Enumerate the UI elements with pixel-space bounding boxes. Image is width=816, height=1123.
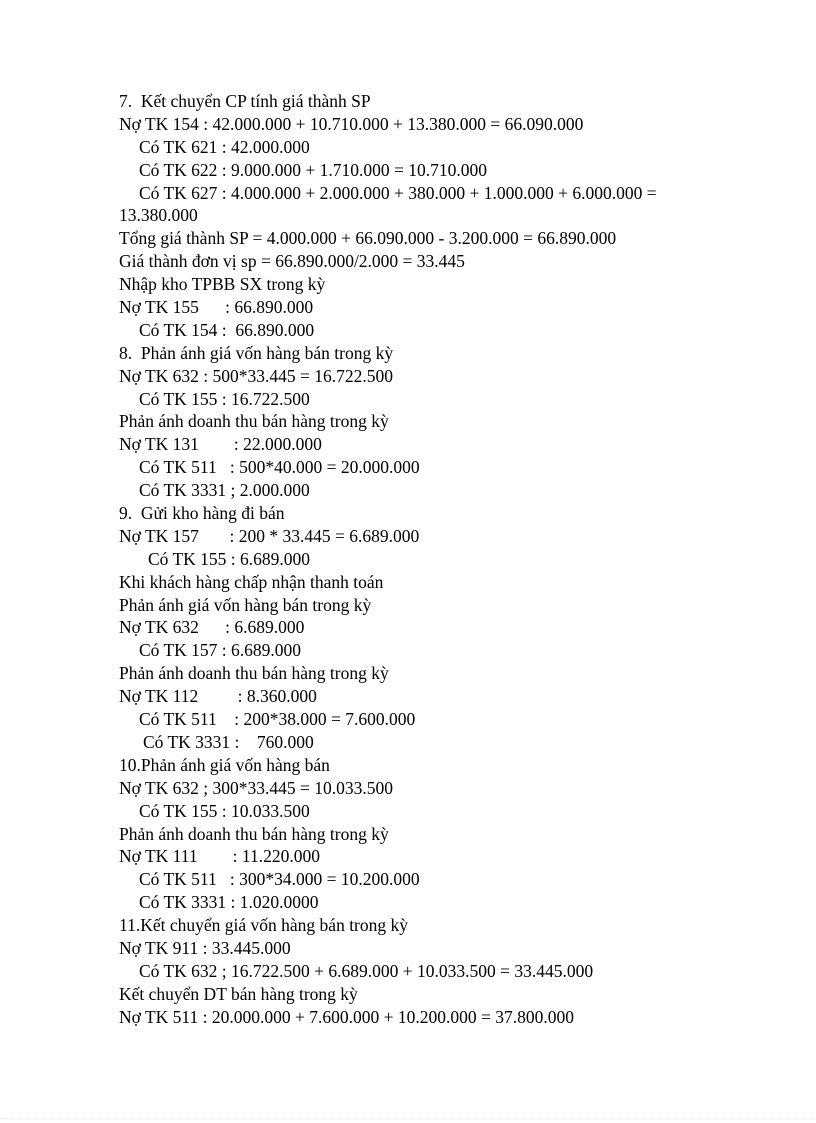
document-body xyxy=(119,90,779,1029)
text-line: Nợ TK 131 : 22.000.000 xyxy=(119,434,322,455)
text-line: Có TK 155 : 10.033.500 xyxy=(139,800,310,821)
text-line: Có TK 3331 : 1.020.0000 xyxy=(139,892,319,913)
text-line: Phản ánh doanh thu bán hàng trong kỳ xyxy=(119,823,389,844)
text-line: Nợ TK 157 : 200 * 33.445 = 6.689.000 xyxy=(119,525,420,546)
text-line: 9. Gửi kho hàng đi bán xyxy=(119,503,285,524)
text-line: Có TK 632 ; 16.722.500 + 6.689.000 + 10.033.500 = 33.445.000 xyxy=(139,960,594,981)
page-bottom-divider xyxy=(0,1118,816,1119)
text-line: Nợ TK 111 : 11.220.000 xyxy=(119,846,320,867)
text-line: Phản ánh giá vốn hàng bán trong kỳ xyxy=(119,594,372,615)
text-line: 7. Kết chuyển CP tính giá thành SP xyxy=(119,91,371,111)
text-line: Có TK 155 : 6.689.000 xyxy=(148,548,311,569)
text-line: Có TK 627 : 4.000.000 + 2.000.000 + 380.000 + 1.000.000 + 6.000.000 = xyxy=(139,182,657,203)
text-line: Phản ánh doanh thu bán hàng trong kỳ xyxy=(119,663,389,684)
text-line: 13.380.000 xyxy=(119,205,198,226)
text-line: Có TK 621 : 42.000.000 xyxy=(139,136,310,157)
text-line: Có TK 3331 : 760.000 xyxy=(143,731,314,752)
text-line: 8. Phản ánh giá vốn hàng bán trong kỳ xyxy=(119,342,394,363)
text-line: Nhập kho TPBB SX trong kỳ xyxy=(119,274,326,295)
text-line: 11.Kết chuyển giá vốn hàng bán trong kỳ xyxy=(119,915,409,936)
text-line: Có TK 511 : 200*38.000 = 7.600.000 xyxy=(139,709,416,730)
text-line: Nợ TK 155 : 66.890.000 xyxy=(119,297,314,318)
text-line: Tổng giá thành SP = 4.000.000 + 66.090.000 - 3.200.000 = 66.890.000 xyxy=(119,228,617,249)
text-line: Khi khách hàng chấp nhận thanh toán xyxy=(119,571,384,592)
text-line: Nợ TK 112 : 8.360.000 xyxy=(119,686,317,707)
text-line: Kết chuyển DT bán hàng trong kỳ xyxy=(119,983,358,1004)
text-line: Giá thành đơn vị sp = 66.890.000/2.000 = 33.445 xyxy=(119,251,465,272)
text-line: Có TK 3331 ; 2.000.000 xyxy=(139,480,310,501)
text-line: Có TK 511 : 300*34.000 = 10.200.000 xyxy=(139,869,420,890)
text-line: Nợ TK 632 : 6.689.000 xyxy=(119,617,305,638)
text-line: Nợ TK 632 ; 300*33.445 = 10.033.500 xyxy=(119,777,394,798)
text-line: Có TK 622 : 9.000.000 + 1.710.000 = 10.710.000 xyxy=(139,159,488,180)
text-line: Phản ánh doanh thu bán hàng trong kỳ xyxy=(119,411,389,432)
text-line: Có TK 154 : 66.890.000 xyxy=(139,319,315,340)
text-line: Nợ TK 911 : 33.445.000 xyxy=(119,937,291,958)
text-line: Có TK 511 : 500*40.000 = 20.000.000 xyxy=(139,457,420,478)
text-line: Nợ TK 511 : 20.000.000 + 7.600.000 + 10.200.000 = 37.800.000 xyxy=(119,1006,574,1027)
text-line: Nợ TK 632 : 500*33.445 = 16.722.500 xyxy=(119,365,394,386)
text-line: Nợ TK 154 : 42.000.000 + 10.710.000 + 13.380.000 = 66.090.000 xyxy=(119,113,584,134)
text-line: 10.Phản ánh giá vốn hàng bán xyxy=(119,754,330,775)
text-line: Có TK 157 : 6.689.000 xyxy=(139,640,302,661)
text-line: Có TK 155 : 16.722.500 xyxy=(139,388,310,409)
